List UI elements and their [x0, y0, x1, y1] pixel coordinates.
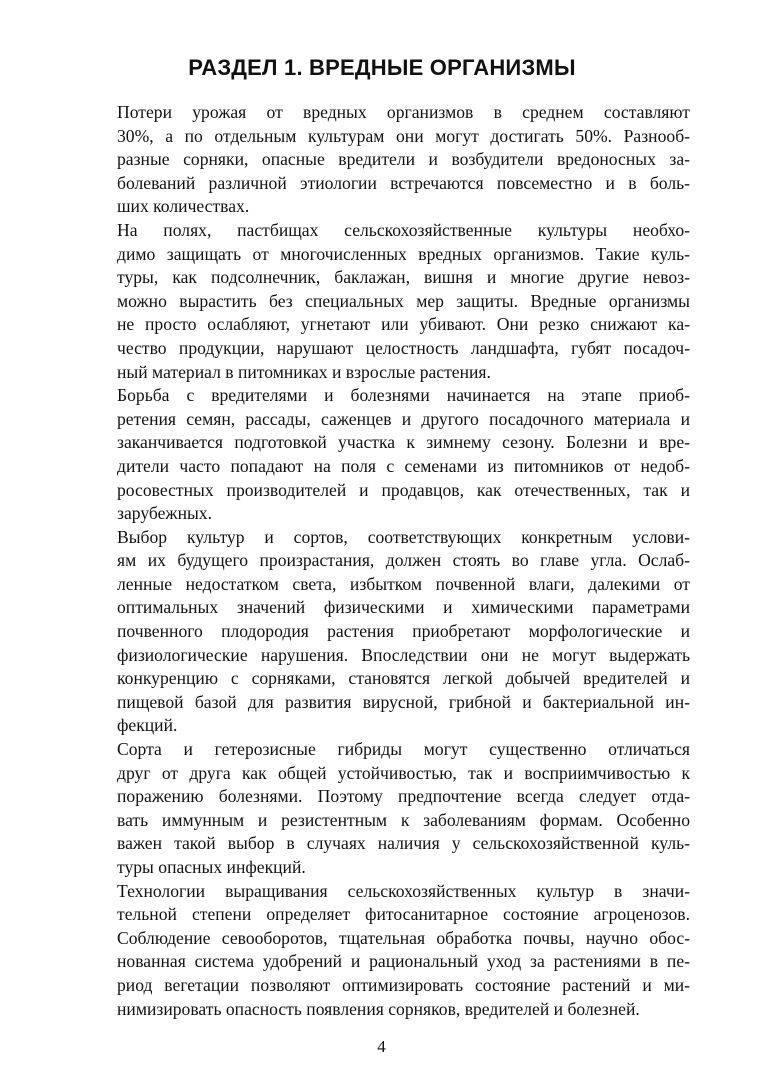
text-line: разные сорняки, опасные вредители и возбудители вредоносных за- — [117, 149, 690, 170]
text-line: не просто ослабляют, угнетают или убивают. Они резко снижают ка- — [117, 314, 690, 335]
page-number: 4 — [377, 1037, 386, 1056]
text-line: Технологии выращивания сельскохозяйственных культур в значи- — [117, 880, 690, 901]
text-line: Выбор культур и сортов, соответствующих конкретным услови- — [117, 526, 690, 547]
text-line: росовестных производителей и продавцов, как отечественных, так и — [117, 479, 690, 500]
text-line: нованная система удобрений и рациональный уход за растениями в пе- — [117, 951, 690, 972]
text-line: Потери урожая от вредных организмов в среднем составляют — [117, 102, 690, 122]
paragraph — [74, 101, 690, 219]
text-line: фекций. — [117, 715, 178, 736]
paragraph — [74, 526, 690, 738]
paragraph — [74, 219, 690, 384]
text-line: чество продукции, нарушают целостность ландшафта, губят посадоч- — [117, 337, 690, 358]
text-line: ленные недостатком света, избытком почвенной влаги, далекими от — [117, 573, 690, 594]
text-line: ретения семян, рассады, саженцев и другого посадочного материала и — [117, 408, 690, 429]
text-line: 30%, а по отдельным культурам они могут достигать 50%. Разнооб- — [117, 125, 690, 146]
text-line: физиологические нарушения. Впоследствии они не могут выдержать — [117, 644, 690, 665]
text-line: ный материал в питомниках и взрослые растения. — [117, 361, 491, 382]
paragraph — [74, 384, 690, 526]
text-line: заканчивается подготовкой участка к зимнему сезону. Болезни и вре- — [117, 432, 690, 453]
text-line: болеваний различной этиологии встречаются повсеместно и в боль- — [117, 172, 690, 193]
text-line: димо защищать от многочисленных вредных организмов. Такие куль- — [117, 243, 690, 264]
document-page — [74, 54, 690, 1021]
text-line: конкуренцию с сорняками, становятся легкой добычей вредителей и — [117, 668, 690, 689]
text-line: вать иммунным и резистентным к заболеваниям формам. Особенно — [117, 809, 690, 830]
text-line: поражению болезнями. Поэтому предпочтение всегда следует отда- — [117, 786, 690, 807]
text-line: туры, как подсолнечник, баклажан, вишня и многие другие невоз- — [117, 267, 690, 288]
text-line: ших количествах. — [117, 196, 250, 217]
text-line: можно вырастить без специальных мер защиты. Вредные организмы — [117, 290, 690, 311]
text-line: почвенного плодородия растения приобретают морфологические и — [117, 621, 690, 642]
paragraph — [74, 880, 690, 1022]
text-line: На полях, пастбищах сельскохозяйственные культуры необхо- — [117, 219, 690, 240]
text-line: Соблюдение севооборотов, тщательная обработка почвы, научно обос- — [117, 927, 690, 948]
text-line: риод вегетации позволяют оптимизировать состояние растений и ми- — [117, 974, 690, 995]
paragraph — [74, 738, 690, 880]
text-line: друг от друга как общей устойчивостью, так и восприимчивостью к — [117, 762, 690, 783]
text-line: тельной степени определяет фитосанитарное состояние агроценозов. — [117, 904, 690, 925]
text-line: зарубежных. — [117, 503, 213, 524]
text-line: ям их будущего произрастания, должен стоять во главе угла. Ослаб- — [117, 550, 690, 571]
text-line: важен такой выбор в случаях наличия у сельскохозяйственной куль- — [117, 833, 690, 854]
section-title: РАЗДЕЛ 1. ВРЕДНЫЕ ОРГАНИЗМЫ — [188, 55, 576, 80]
text-line: дители часто попадают на поля с семенами из питомников от недоб- — [117, 455, 690, 476]
body-text — [74, 101, 690, 1021]
text-line: Борьба с вредителями и болезнями начинается на этапе приоб- — [117, 385, 690, 406]
text-line: оптимальных значений физическими и химическими параметрами — [117, 597, 690, 618]
text-line: туры опасных инфекций. — [117, 857, 306, 877]
text-line: Сорта и гетерозисные гибриды могут существенно отличаться — [117, 739, 690, 760]
text-line: нимизировать опасность появления сорняков, вредителей и болезней. — [117, 998, 640, 1019]
text-line: пищевой базой для развития вирусной, грибной и бактериальной ин- — [117, 691, 690, 712]
